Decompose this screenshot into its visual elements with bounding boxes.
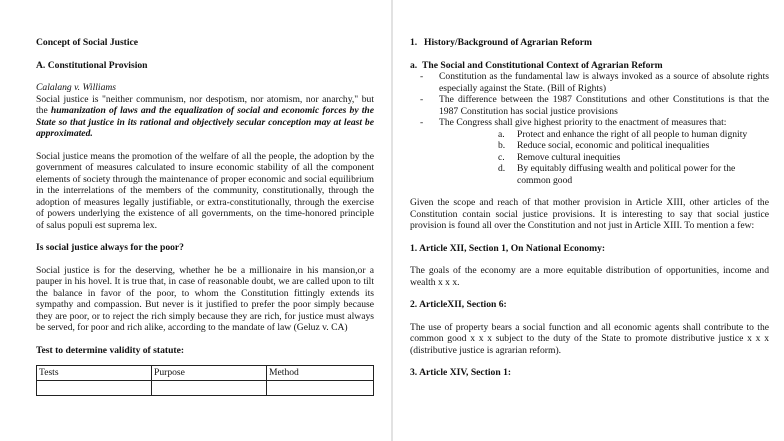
page-title: Concept of Social Justice xyxy=(36,37,139,48)
list-item xyxy=(410,129,769,141)
context-dash-list xyxy=(410,71,769,129)
table-cell xyxy=(267,381,374,396)
list-item-text: Remove cultural inequities xyxy=(517,151,621,163)
article-xii-section-1-heading: 1. Article XII, Section 1, On National Economy: xyxy=(410,242,606,254)
statute-test-heading: Test to determine validity of statute: xyxy=(36,344,185,356)
history-heading-text: History/Background of Agrarian Reform xyxy=(424,37,592,48)
social-justice-meaning-paragraph: Social justice means the promotion of the welfare of all the people, the adoption by the government of measures calculated to insure economic stability of all the component elements of society through the maintenance of proper economic and social equilibrium in the interrelations of the members of the community, constitutionally, through the adoption of measures legally justifiable, or extra-constitutionally, through the exercise of powers underlying the existence of all governments, on the time-honored principle of salus populi est suprema lex. xyxy=(36,150,374,231)
history-heading-number: 1. xyxy=(410,37,418,48)
list-marker: b. xyxy=(498,140,506,151)
list-item xyxy=(410,140,769,152)
list-item: - The Congress shall give highest priority to the enactment of measures that: xyxy=(410,117,769,129)
list-item-text: Reduce social, economic and political inequalities xyxy=(517,140,710,151)
table-header-tests: Tests xyxy=(37,366,152,381)
article-xiv-section-1-heading: 3. Article XIV, Section 1: xyxy=(410,367,512,378)
list-marker: a. xyxy=(498,128,505,140)
context-heading xyxy=(410,60,769,72)
list-marker: c. xyxy=(498,151,505,163)
list-item: - The difference between the 1987 Constitutions and other Constitutions is that the 1987 Constitution has social justice provisions xyxy=(410,94,769,117)
list-marker: d. xyxy=(498,163,506,174)
quote-emphasis-text: humanization of laws and the equalization of social and economic forces by the State so that justice in its rational and objectively secular conception may at least be approximated. xyxy=(36,105,375,139)
social-justice-answer-paragraph: Social justice is for the deserving, whether he be a millionaire in his mansion,or a pauper in his hovel. It is true that, in case of reasonable doubt, we are called upon to tilt the balance in favor of the poor, to whom the Constitution fittingly extends its sympathy and compassion. But never is it justified to prefer the poor simply because they are poor, or to reject the rich simply because they are rich, for justice must always be served, for poor and rich alike, according to the mandate of law (Geluz v. CA) xyxy=(36,264,374,333)
table-cell xyxy=(37,381,152,396)
table-row xyxy=(37,381,374,396)
context-heading-text: The Social and Constitutional Context of Agrarian Reform xyxy=(422,59,663,71)
left-page xyxy=(0,0,391,441)
section-heading-constitutional-provision: A. Constitutional Provision xyxy=(36,59,148,71)
list-item-text: Protect and enhance the right of all people to human dignity xyxy=(517,128,748,140)
article-xii-section-6-text: The use of property bears a social function and all economic agents shall contribute to the common good x x x subject to the duty of the State to promote distributive justice x x x (distributive justice is agrarian reform). xyxy=(410,321,769,356)
list-item-text: By equitably diffusing wealth and political power for the common good xyxy=(517,163,736,186)
measures-list xyxy=(410,129,769,187)
article-xii-section-6-heading: 2. ArticleXII, Section 6: xyxy=(410,299,507,310)
quote-plain-text: Social justice is "neither communism, nor despotism, nor atomism, nor anarchy," but the xyxy=(36,93,374,116)
list-item xyxy=(410,163,769,186)
list-item: - Constitution as the fundamental law is always invoked as a source of absolute rights especially against the State. (Bill of Rights) xyxy=(410,71,769,94)
right-page-content xyxy=(410,37,769,379)
table-header-row xyxy=(37,366,374,381)
context-heading-marker: a. xyxy=(410,59,418,71)
calalang-quote xyxy=(36,94,374,140)
table-cell xyxy=(152,381,267,396)
list-item xyxy=(410,152,769,164)
statute-test-table xyxy=(36,365,374,396)
history-heading xyxy=(410,37,769,49)
left-page-content xyxy=(36,37,374,396)
right-page xyxy=(393,0,784,441)
table-header-purpose: Purpose xyxy=(152,366,267,381)
table-header-method: Method xyxy=(267,366,374,381)
question-heading: Is social justice always for the poor? xyxy=(36,242,184,253)
scope-paragraph: Given the scope and reach of that mother provision in Article XIII, other articles of the Constitution contain social justice provisions. It is interesting to say that social justice provision is found all over the Constitution and not just in Article XIII. To mention a few: xyxy=(410,197,769,231)
case-name: Calalang v. Williams xyxy=(36,82,117,93)
article-xii-section-1-text: The goals of the economy are a more equitable distribution of opportunities, income and wealth x x x. xyxy=(410,265,769,288)
